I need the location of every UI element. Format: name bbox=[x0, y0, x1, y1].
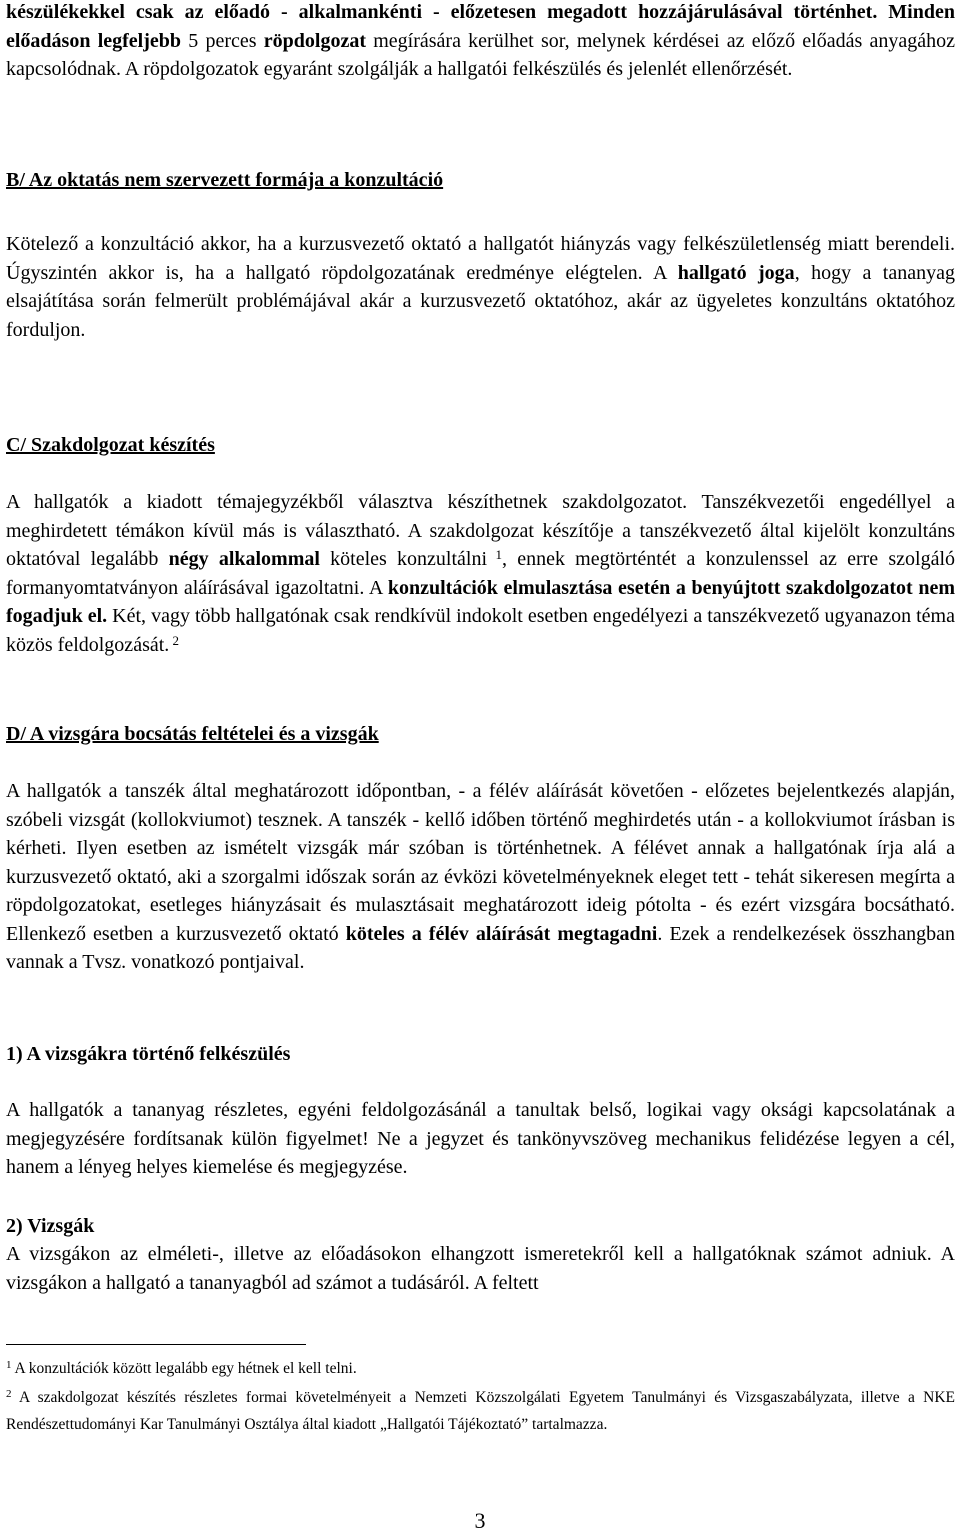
footnote-number: 2 bbox=[6, 1388, 12, 1400]
section-heading-b: B/ Az oktatás nem szervezett formája a konzultáció bbox=[6, 169, 444, 191]
footnote-number: 1 bbox=[6, 1359, 12, 1371]
text-run: Kötelező a konzultáció akkor, ha a kurzusvezető oktató a hallgatót hiányzás vagy felkészületlenség miatt berendeli. Úgyszintén akkor is, ha a hallgató röpdolgozatának eredménye elégtelen. A bbox=[6, 233, 955, 284]
bold-text: hallgató joga bbox=[677, 261, 795, 284]
page-number: 3 bbox=[474, 1508, 486, 1533]
text-run: Két, vagy több hallgatónak csak rendkívül indokolt esetben engedélyezi a tanszékvezető ugyanazon téma közös feldolgozását. bbox=[6, 605, 955, 656]
footnote-separator bbox=[6, 1344, 306, 1345]
text-run: , hogy a tananyag elsajátítása során felmerült problémájával akár a kurzusvezető oktatóhoz, akár az ügyeletes konzultáns oktatóhoz forduljon. bbox=[6, 261, 955, 341]
bold-text: konzultációk elmulasztása esetén a benyújtott szakdolgozatot nem fogadjuk el. bbox=[6, 576, 955, 627]
footnote-1 bbox=[6, 1355, 955, 1382]
text-run: A hallgatók a kiadott témajegyzékből választva készíthetnek szakdolgozatot. Tanszékvezetői engedéllyel a meghirdetett témákon kívül más is választható. A szakdolgozat készítője a tanszékvezető által kijelölt konzultáns oktatóval legalább bbox=[6, 491, 955, 570]
section-heading-d: D/ A vizsgára bocsátás feltételei és a vizsgák bbox=[6, 723, 379, 745]
footnote-text: A konzultációk között legalább egy hétnek el kell telni. bbox=[11, 1360, 357, 1377]
text-run: . Ezek a rendelkezések összhangban vannak a Tvsz. vonatkozó pontjaival. bbox=[6, 922, 956, 973]
paragraph-konzultacio bbox=[6, 230, 955, 344]
paragraph-felkeszules: A hallgatók a tananyag részletes, egyéni feldolgozásánál a tanultak belső, logikai vagy oksági kapcsolatának a megjegyzésére fordítsanak külön figyelmet! Ne a jegyzet és tankönyvszöveg mechanikus felidézése legyen a cél, hanem a lényeg helyes kiemelése és megjegyzése. bbox=[6, 1099, 955, 1178]
paragraph-szakdolgozat bbox=[6, 488, 955, 659]
bold-text: négy alkalommal bbox=[168, 548, 320, 570]
text-run: A hallgatók a tanszék által meghatározott időpontban, - a félév aláírását követően - előzetes bejelentkezés alapján, szóbeli vizsgát (kollokviumot) tesznek. A tanszék - kellő időben történő meghirdetés után - a kollokviumot írásban is kérheti. Ilyen esetben az ismételt vizsgák már szóban is történhetnek. A félévet annak a hallgatónak írja alá a kurzusvezető oktató, aki a szorgalmi időszak során az évközi követelményeknek eleget tett - tehát sikeresen megírta a röpdolgozatokat, esetleges hiányzásait és mulasztásait meghatározott ideig pótolta - és ezért vizsgára bocsátható. Ellenkező esetben a kurzusvezető oktató bbox=[6, 780, 955, 945]
section-heading-c: C/ Szakdolgozat készítés bbox=[6, 434, 215, 456]
text-run: 5 perces bbox=[181, 29, 264, 52]
paragraph-ropdolgozat bbox=[6, 0, 955, 84]
subheading-felkeszules: 1) A vizsgákra történő felkészülés bbox=[6, 1043, 291, 1065]
bold-text: köteles a félév aláírását megtagadni bbox=[345, 922, 658, 945]
footnote-text: A szakdolgozat készítés részletes formai követelményeit a Nemzeti Közszolgálati Egyetem Tanulmányi és Vizsgaszabályzata, illetve a NKE Rendészettudományi Kar Tanulmányi Osztálya által kiadott „Hallgatói Tájékoztató” tartalmazza. bbox=[6, 1389, 955, 1433]
paragraph-vizsgara-bocsatas bbox=[6, 777, 955, 977]
bold-text: készülékekkel csak az előadó - alkalmankénti - előzetesen megadott hozzájárulásával történhet. Minden előadáson legfeljebb bbox=[6, 1, 955, 52]
footnote-2 bbox=[6, 1384, 955, 1438]
footnote-ref-2[interactable]: 2 bbox=[169, 632, 180, 648]
text-run: megírására kerülhet sor, melynek kérdései az előző előadás anyagához kapcsolódnak. A röpdolgozatok egyaránt szolgálják a hallgatói felkészülés és jelenlét ellenőrzését. bbox=[6, 29, 956, 80]
text-run: , ennek megtörténtét a konzulenssel az erre szolgáló formanyomtatványon aláírásával igazoltatni. A bbox=[6, 548, 956, 599]
paragraph-vizsgak: A vizsgákon az elméleti-, illetve az előadásokon elhangzott ismeretekről kell a hallgatóknak számot adniuk. A vizsgákon a hallgató a tananyagból ad számot a tudásáról. A feltett bbox=[6, 1243, 955, 1294]
subheading-vizsgak: 2) Vizsgák bbox=[6, 1215, 95, 1237]
bold-text: röpdolgozat bbox=[263, 29, 366, 52]
text-run: köteles konzultálni bbox=[319, 548, 488, 570]
footnote-ref-1[interactable]: 1 bbox=[487, 547, 502, 562]
